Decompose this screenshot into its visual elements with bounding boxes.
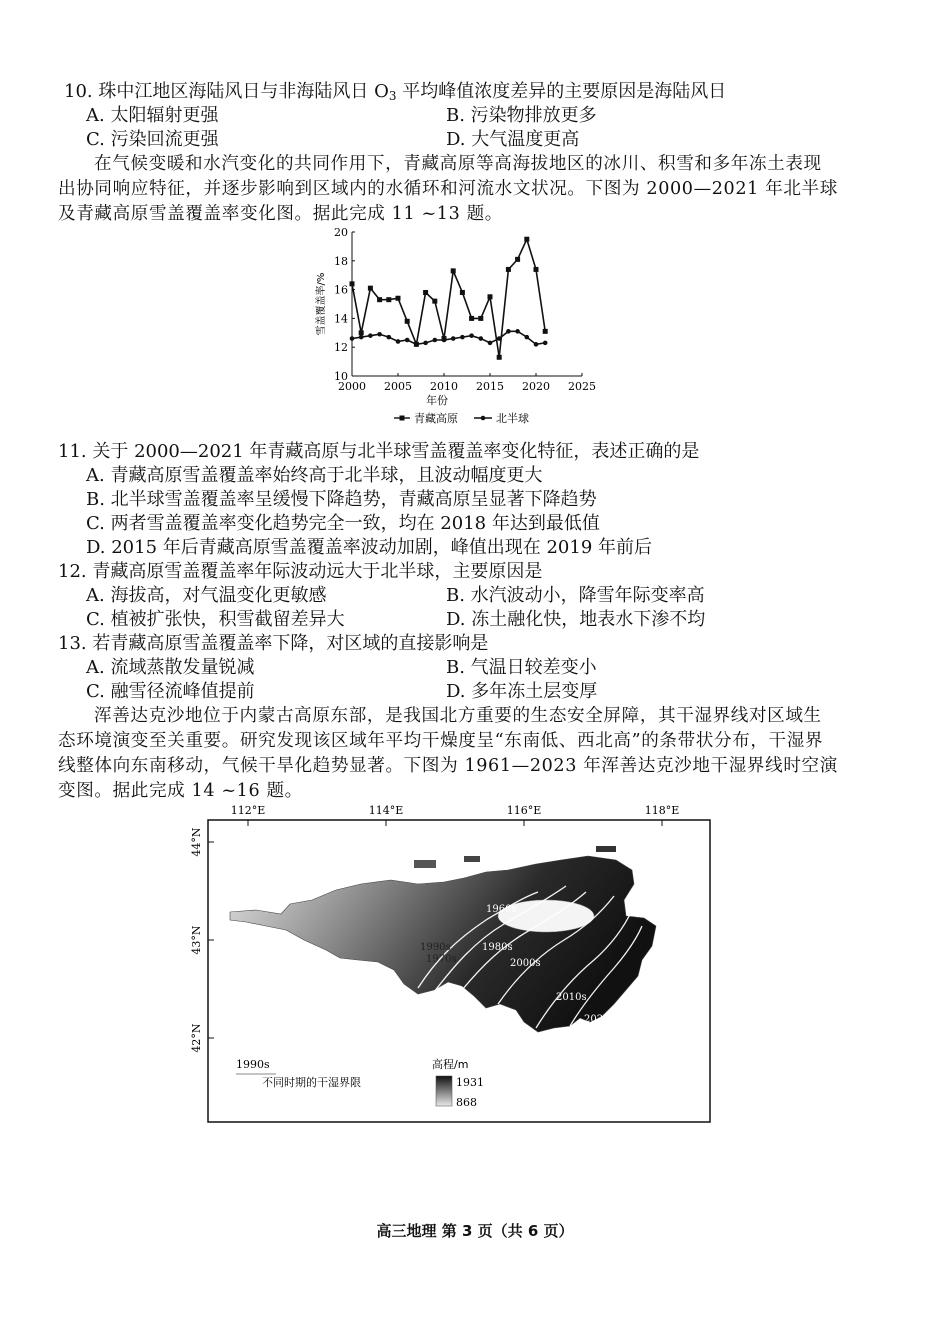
q10-option-c: C. 污染回流更强	[86, 129, 219, 150]
chart-point	[350, 281, 355, 286]
passage2-line3: 线整体向东南移动，气候干旱化趋势显著。下图为 1961—2023 年浑善达克沙地干湿界线时空演	[58, 756, 838, 776]
lon-label-114: 114°E	[368, 804, 404, 817]
decade-label-1970s: 1970s	[426, 954, 457, 965]
chart-x-tick-label: 2005	[384, 380, 412, 393]
legend-swatch-square	[400, 416, 405, 421]
snow-cover-chart	[310, 222, 610, 434]
lon-label-112: 112°E	[230, 804, 266, 817]
chart-point	[460, 290, 465, 295]
chart-point	[469, 316, 474, 321]
legend-line-caption: 不同时期的干湿界限	[262, 1076, 361, 1089]
q10-option-b: B. 污染物排放更多	[446, 105, 597, 126]
decade-label-2010s: 2010s	[556, 992, 587, 1003]
passage1-line1: 在气候变暖和水汽变化的共同作用下，青藏高原等高海拔地区的冰川、积雪和多年冻土表现	[94, 154, 822, 174]
chart-y-label: 雪盖覆盖率/%	[316, 272, 327, 336]
q13-option-c: C. 融雪径流峰值提前	[86, 681, 255, 702]
q12-option-a: A. 海拔高，对气温变化更敏感	[86, 585, 327, 606]
chart-point	[543, 329, 548, 334]
decade-label-2000s: 2000s	[510, 958, 541, 969]
decade-label-1990s: 1990s	[420, 942, 451, 953]
q11-option-d: D. 2015 年后青藏高原雪盖覆盖率波动加剧，峰值出现在 2019 年前后	[86, 537, 653, 558]
lon-label-116: 116°E	[506, 804, 542, 817]
q13-option-d: D. 多年冻土层变厚	[446, 681, 598, 702]
q13-option-a: A. 流域蒸散发量锐减	[86, 657, 255, 678]
q12-option-b: B. 水汽波动小，降雪年际变率高	[446, 585, 705, 606]
chart-point	[497, 355, 502, 360]
q10-option-a: A. 太阳辐射更强	[86, 105, 219, 126]
islet	[596, 846, 616, 852]
chart-point	[524, 237, 529, 242]
chart-point	[433, 338, 438, 343]
decade-label-1980s: 1980s	[482, 942, 513, 953]
chart-x-tick-label: 2025	[568, 380, 596, 393]
chart-point	[350, 336, 355, 341]
elev-min-label: 868	[456, 1096, 477, 1109]
chart-x-tick-label: 2010	[430, 380, 458, 393]
legend-swatch-circle	[481, 416, 486, 421]
chart-point	[543, 341, 548, 346]
chart-point	[423, 290, 428, 295]
chart-x-tick-label: 2020	[522, 380, 550, 393]
chart-point	[405, 319, 410, 324]
lat-label-43: 43°N	[190, 925, 203, 955]
chart-point	[442, 338, 447, 343]
chart-point	[386, 297, 391, 302]
lat-label-44: 44°N	[190, 827, 203, 857]
chart-point	[460, 335, 465, 340]
chart-point	[506, 267, 511, 272]
chart-point	[377, 332, 382, 337]
elev-max-label: 1931	[456, 1076, 484, 1089]
legend-label: 北半球	[496, 412, 529, 425]
chart-point	[497, 336, 502, 341]
q11-option-c: C. 两者雪盖覆盖率变化趋势完全一致，均在 2018 年达到最低值	[86, 513, 600, 534]
q10-option-d: D. 大气温度更高	[446, 129, 580, 150]
chart-y-tick-label: 10	[334, 370, 348, 383]
chart-point	[368, 286, 373, 291]
chart-point	[377, 297, 382, 302]
chart-point	[479, 336, 484, 341]
passage1-line2: 出协同响应特征，并逐步影响到区域内的水循环和河流水文状况。下图为 2000—2021 年北半球	[58, 179, 838, 199]
decade-label-1960s: 1960s	[486, 904, 517, 915]
chart-point	[368, 333, 373, 338]
chart-point	[414, 342, 419, 347]
chart-y-tick-label: 18	[334, 254, 348, 268]
islet	[464, 856, 480, 862]
chart-point	[396, 339, 401, 344]
passage2-line4: 变图。据此完成 14 ~16 题。	[58, 781, 303, 801]
q12-option-d: D. 冻土融化快，地表水下渗不均	[446, 609, 706, 630]
chart-point	[451, 336, 456, 341]
q13-stem: 13. 若青藏高原雪盖覆盖率下降，对区域的直接影响是	[58, 633, 489, 654]
chart-x-label: 年份	[426, 394, 448, 407]
q12-option-c: C. 植被扩张快，积雪截留差异大	[86, 609, 345, 630]
passage2-line1: 浑善达克沙地位于内蒙古高原东部，是我国北方重要的生态安全屏障，其干湿界线对区域生	[94, 706, 822, 726]
chart-point	[515, 257, 520, 262]
chart-y-tick-label: 20	[334, 226, 348, 239]
chart-point	[432, 299, 437, 304]
chart-x-tick-label: 2015	[476, 380, 504, 393]
chart-point	[396, 296, 401, 301]
q10-stem-sub: 3	[388, 89, 397, 103]
q11-option-a: A. 青藏高原雪盖覆盖率始终高于北半球，且波动幅度更大	[86, 465, 543, 486]
chart-point	[469, 333, 474, 338]
chart-point	[534, 267, 539, 272]
chart-point	[478, 316, 483, 321]
chart-x-tick-label: 2000	[338, 380, 366, 393]
q10-stem-part1: 10. 珠中江地区海陆风日与非海陆风日 O	[64, 81, 389, 102]
chart-point	[534, 342, 539, 347]
q12-stem: 12. 青藏高原雪盖覆盖率年际波动远大于北半球，主要原因是	[58, 561, 543, 582]
chart-point	[515, 329, 520, 334]
chart-y-tick-label: 14	[334, 312, 348, 326]
legend-label: 青藏高原	[414, 412, 458, 425]
chart-y-tick-label: 16	[334, 283, 348, 297]
q10-stem-part2: 平均峰值浓度差异的主要原因是海陆风日	[396, 81, 727, 102]
chart-point	[525, 335, 530, 340]
chart-point	[488, 294, 493, 299]
decade-label-2020s: 2020s	[584, 1014, 615, 1025]
q11-option-b: B. 北半球雪盖覆盖率呈缓慢下降趋势，青藏高原呈显著下降趋势	[86, 489, 597, 510]
chart-y-tick-label: 12	[334, 341, 348, 355]
elevation-colorbar	[436, 1076, 452, 1106]
page-footer: 高三地理 第 3 页（共 6 页）	[376, 1222, 574, 1240]
chart-point	[488, 341, 493, 346]
legend-line-sample-label: 1990s	[236, 1058, 270, 1071]
chart-point	[359, 330, 364, 335]
chart-point	[506, 329, 511, 334]
chart-point	[451, 268, 456, 273]
q11-stem: 11. 关于 2000—2021 年青藏高原与北半球雪盖覆盖率变化特征，表述正确的是	[58, 441, 700, 462]
lat-label-42: 42°N	[190, 1023, 203, 1053]
chart-point	[423, 341, 428, 346]
passage2-line2: 态环境演变至关重要。研究发现该区域年平均干燥度呈“东南低、西北高”的条带状分布，干湿界	[58, 731, 824, 751]
legend-elev-title: 高程/m	[432, 1058, 469, 1071]
chart-point	[359, 335, 364, 340]
dry-wet-boundary-map	[186, 800, 726, 1130]
islet	[414, 860, 436, 868]
passage1-line3: 及青藏高原雪盖覆盖率变化图。据此完成 11 ~13 题。	[58, 204, 503, 224]
lon-label-118: 118°E	[644, 804, 680, 817]
q13-option-b: B. 气温日较差变小	[446, 657, 597, 678]
chart-point	[405, 338, 410, 343]
chart-point	[387, 335, 392, 340]
